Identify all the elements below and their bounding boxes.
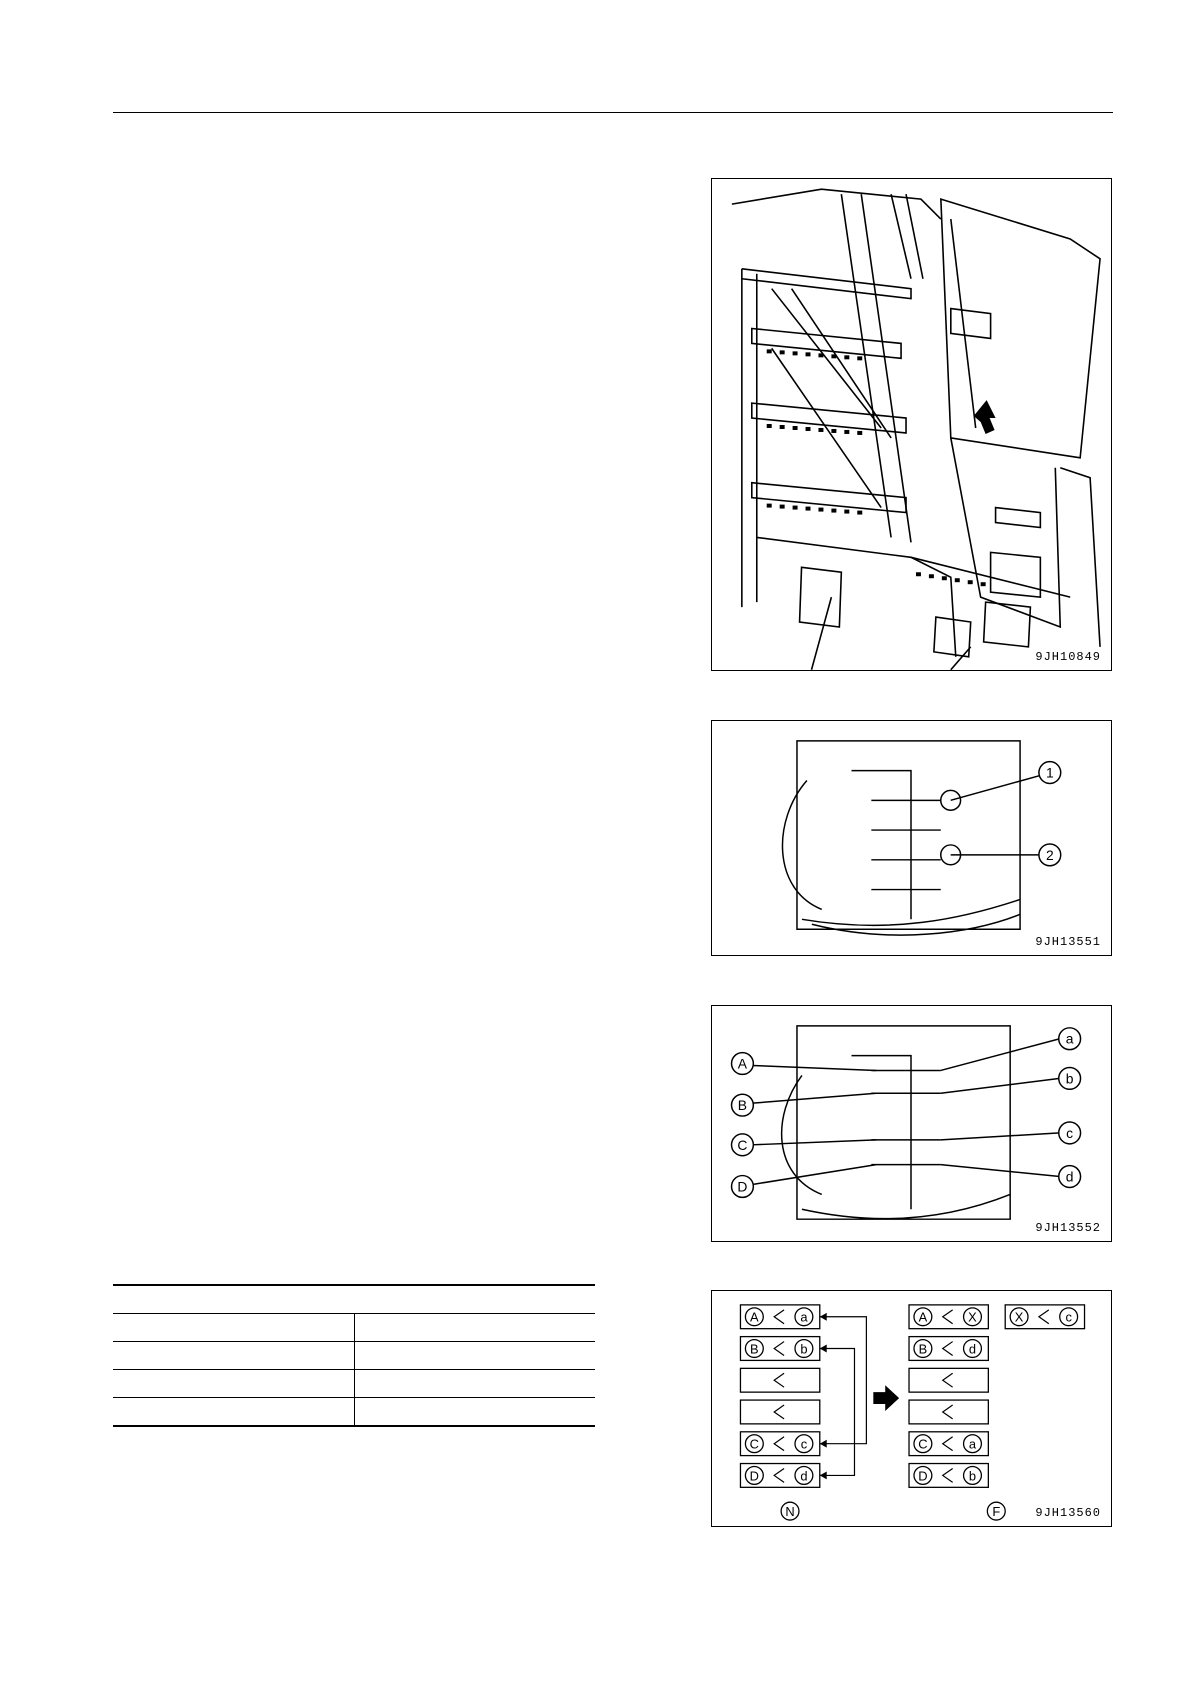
fixed-row-chevron xyxy=(943,1310,953,1324)
fixed-row xyxy=(909,1368,988,1392)
table-row xyxy=(113,1342,595,1370)
normal-row-chevron xyxy=(774,1437,784,1451)
extra-row-chevron xyxy=(1039,1310,1049,1324)
normal-row-connector-label: B xyxy=(750,1341,759,1357)
table-row xyxy=(113,1370,595,1398)
connectors-illustration xyxy=(712,1006,1111,1241)
normal-row-terminal-label: b xyxy=(800,1341,808,1357)
figure-connection-diagram xyxy=(711,1290,1112,1527)
callout-2: 2 xyxy=(1045,846,1054,863)
normal-row xyxy=(740,1400,819,1424)
normal-row-connector-label: C xyxy=(749,1436,759,1452)
label-fixed-label: F xyxy=(992,1504,1001,1520)
arrow-head xyxy=(820,1313,827,1321)
figure-code: 9JH13551 xyxy=(1035,935,1101,949)
callout-B: B xyxy=(737,1097,748,1114)
fixed-row-chevron xyxy=(943,1373,953,1387)
normal-row-chevron xyxy=(774,1342,784,1356)
header-rule xyxy=(113,112,1113,113)
normal-row-chevron xyxy=(774,1405,784,1419)
normal-row-chevron xyxy=(774,1310,784,1324)
figure-code: 9JH10849 xyxy=(1035,650,1101,664)
normal-row-terminal-label: d xyxy=(800,1468,808,1484)
callout-a: a xyxy=(1065,1030,1074,1047)
swap-arrow-bd xyxy=(820,1349,855,1476)
fixed-row-chevron xyxy=(943,1468,953,1482)
transition-arrow xyxy=(873,1385,899,1411)
fixed-row-terminal-label: a xyxy=(968,1436,977,1452)
normal-row-connector-label: D xyxy=(749,1468,759,1484)
figure-code: 9JH13560 xyxy=(1035,1506,1101,1520)
table-row xyxy=(113,1314,595,1342)
normal-row-terminal-label: c xyxy=(800,1436,808,1452)
fixed-row-connector-label: D xyxy=(918,1468,928,1484)
fixed-row-terminal-label: X xyxy=(968,1309,977,1325)
fixed-row xyxy=(909,1400,988,1424)
fixed-row-chevron xyxy=(943,1437,953,1451)
connection-diagram xyxy=(712,1291,1111,1526)
figure-connectors xyxy=(711,1005,1112,1242)
normal-row-chevron xyxy=(774,1373,784,1387)
fixed-row-connector-label: A xyxy=(918,1309,928,1325)
normal-row xyxy=(740,1368,819,1392)
callout-A: A xyxy=(737,1055,748,1072)
figure-sensors xyxy=(711,720,1112,956)
arrow-head xyxy=(820,1345,827,1353)
callout-1: 1 xyxy=(1045,764,1054,781)
arrow-head xyxy=(820,1471,827,1479)
arrow-head xyxy=(820,1440,827,1448)
sensors-illustration xyxy=(712,721,1111,955)
fixed-row-chevron xyxy=(943,1405,953,1419)
table-header-row xyxy=(113,1285,595,1314)
callout-b: b xyxy=(1065,1070,1074,1087)
normal-row-chevron xyxy=(774,1468,784,1482)
callout-C: C xyxy=(737,1136,748,1153)
callout-d: d xyxy=(1065,1168,1074,1185)
swap-arrow-ac xyxy=(820,1317,867,1444)
fixed-row-terminal-label: d xyxy=(968,1341,977,1357)
normal-row-connector-label: A xyxy=(750,1309,759,1325)
fixed-row-terminal-label: b xyxy=(968,1468,977,1484)
extra-row-connector-label: X xyxy=(1014,1309,1024,1325)
label-normal-label: N xyxy=(785,1504,795,1520)
callout-D: D xyxy=(737,1178,748,1195)
fixed-row-connector-label: C xyxy=(918,1436,928,1452)
normal-row-terminal-label: a xyxy=(800,1309,808,1325)
figure-code: 9JH13552 xyxy=(1035,1221,1101,1235)
figure-cab-steps xyxy=(711,178,1112,671)
table-row xyxy=(113,1398,595,1427)
extra-row-terminal-label: c xyxy=(1065,1309,1072,1325)
callout-c: c xyxy=(1066,1124,1074,1141)
cab-steps-illustration xyxy=(712,179,1111,670)
connection-table xyxy=(113,1284,595,1427)
fixed-row-connector-label: B xyxy=(918,1341,928,1357)
fixed-row-chevron xyxy=(943,1342,953,1356)
